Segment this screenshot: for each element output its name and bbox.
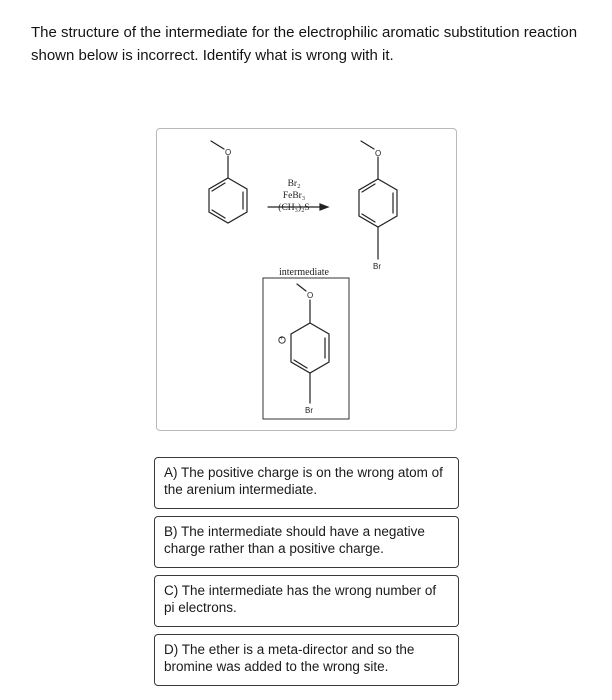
bromine-label-product: Br — [373, 262, 381, 271]
methyl-bond-reactant — [211, 141, 224, 149]
double-bond-reactant-3 — [212, 183, 225, 191]
benzene-ring-product — [359, 179, 397, 227]
oxygen-label-reactant: O — [225, 148, 232, 157]
methyl-bond-product — [361, 141, 374, 149]
reagent-dimethyl-sulfide: (CH₃)₂S — [278, 203, 310, 213]
bromine-label-intermediate: Br — [305, 406, 313, 415]
double-bond-product-3 — [362, 184, 375, 192]
option-c-button[interactable] — [154, 575, 459, 627]
option-d-button[interactable] — [154, 634, 459, 686]
option-d-text: D) The ether is a meta-director and so the bromine was added to the wrong site. — [164, 642, 415, 674]
option-b-button[interactable] — [154, 516, 459, 568]
option-b-text: B) The intermediate should have a negative charge rather than a positive charge. — [164, 524, 425, 556]
oxygen-label-product: O — [375, 149, 382, 158]
double-bond-reactant-2 — [212, 210, 225, 218]
reagent-br2: Br₂ — [287, 179, 301, 189]
positive-charge-sign: + — [279, 336, 284, 342]
question-text: The structure of the intermediate for the electrophilic aromatic substitution reaction shown below is incorrect. Identify what is wrong with it. — [31, 24, 578, 64]
reaction-figure — [156, 128, 457, 431]
option-c-text: C) The intermediate has the wrong number of pi electrons. — [164, 583, 437, 615]
methyl-bond-intermediate — [297, 284, 306, 291]
intermediate-box — [263, 278, 349, 419]
double-bond-product-2 — [362, 214, 375, 222]
oxygen-label-intermediate: O — [307, 291, 314, 300]
double-bond-intermediate-2 — [294, 360, 307, 368]
benzene-ring-reactant — [209, 178, 247, 223]
intermediate-label: intermediate — [279, 267, 329, 278]
reaction-scheme-drawing — [157, 129, 456, 430]
option-a-text: A) The positive charge is on the wrong atom of the arenium intermediate. — [164, 465, 443, 497]
option-a-button[interactable] — [154, 457, 459, 509]
arenium-ring — [291, 323, 329, 373]
reagent-febr3: FeBr₃ — [282, 191, 306, 201]
